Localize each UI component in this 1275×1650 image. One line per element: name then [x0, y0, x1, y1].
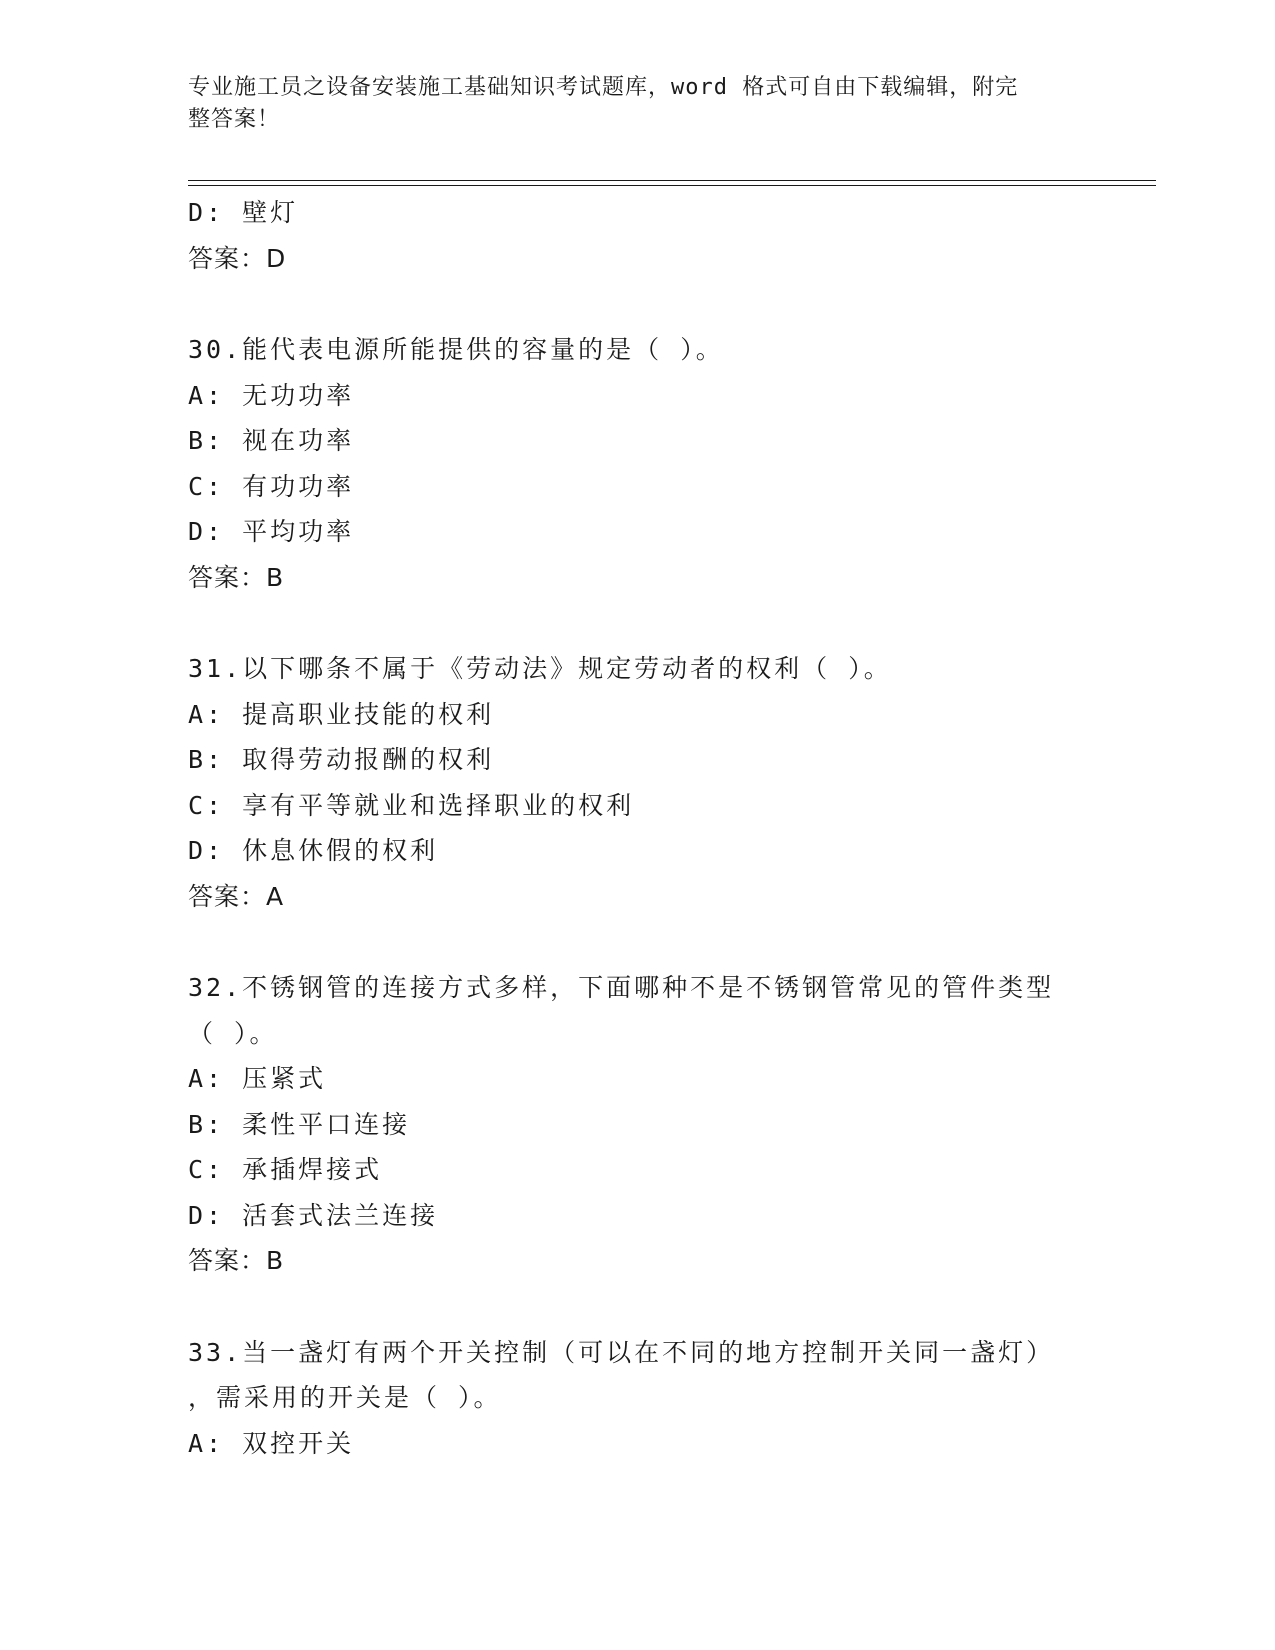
answer: 答案：B	[188, 1246, 285, 1275]
document-header	[188, 72, 1088, 136]
question-31	[188, 646, 1148, 919]
option-a: A: 无功功率	[188, 380, 355, 410]
option-a: A: 压紧式	[188, 1064, 327, 1093]
option-d: D: 休息休假的权利	[188, 836, 439, 865]
prev-answer: 答案：D	[188, 243, 287, 273]
question-title: 30.能代表电源所能提供的容量的是（ ）。	[188, 335, 724, 364]
option-c: C: 承插焊接式	[188, 1155, 383, 1184]
option-b: B: 柔性平口连接	[188, 1109, 411, 1139]
question-title-continued: （ ）。	[188, 1018, 278, 1048]
header-line-1: 专业施工员之设备安装施工基础知识考试题库，word 格式可自由下载编辑，附完	[188, 75, 1019, 100]
answer: 答案：A	[188, 881, 285, 911]
option-a: A: 提高职业技能的权利	[188, 699, 495, 729]
question-title: 32.不锈钢管的连接方式多样，下面哪种不是不锈钢管常见的管件类型	[188, 973, 1055, 1002]
option-d: D: 活套式法兰连接	[188, 1200, 439, 1230]
question-30	[188, 327, 1148, 600]
option-b: B: 取得劳动报酬的权利	[188, 745, 495, 774]
question-32	[188, 965, 1148, 1284]
question-33	[188, 1330, 1148, 1467]
prev-option-d: D: 壁灯	[188, 198, 299, 227]
header-line-2: 整答案！	[188, 107, 281, 132]
option-c: C: 有功功率	[188, 471, 355, 501]
question-title-continued: ，需采用的开关是（ ）。	[188, 1383, 502, 1412]
option-c: C: 享有平等就业和选择职业的权利	[188, 790, 635, 820]
question-list	[188, 190, 1148, 1466]
question-title: 33.当一盏灯有两个开关控制（可以在不同的地方控制开关同一盏灯）	[188, 1337, 1055, 1367]
option-a: A: 双控开关	[188, 1428, 355, 1458]
header-divider-top	[188, 180, 1156, 181]
question-title: 31.以下哪条不属于《劳动法》规定劳动者的权利（ ）。	[188, 654, 892, 683]
answer: 答案：B	[188, 562, 285, 592]
option-d: D: 平均功率	[188, 517, 355, 546]
option-b: B: 视在功率	[188, 426, 355, 455]
header-divider-bottom	[188, 185, 1156, 186]
